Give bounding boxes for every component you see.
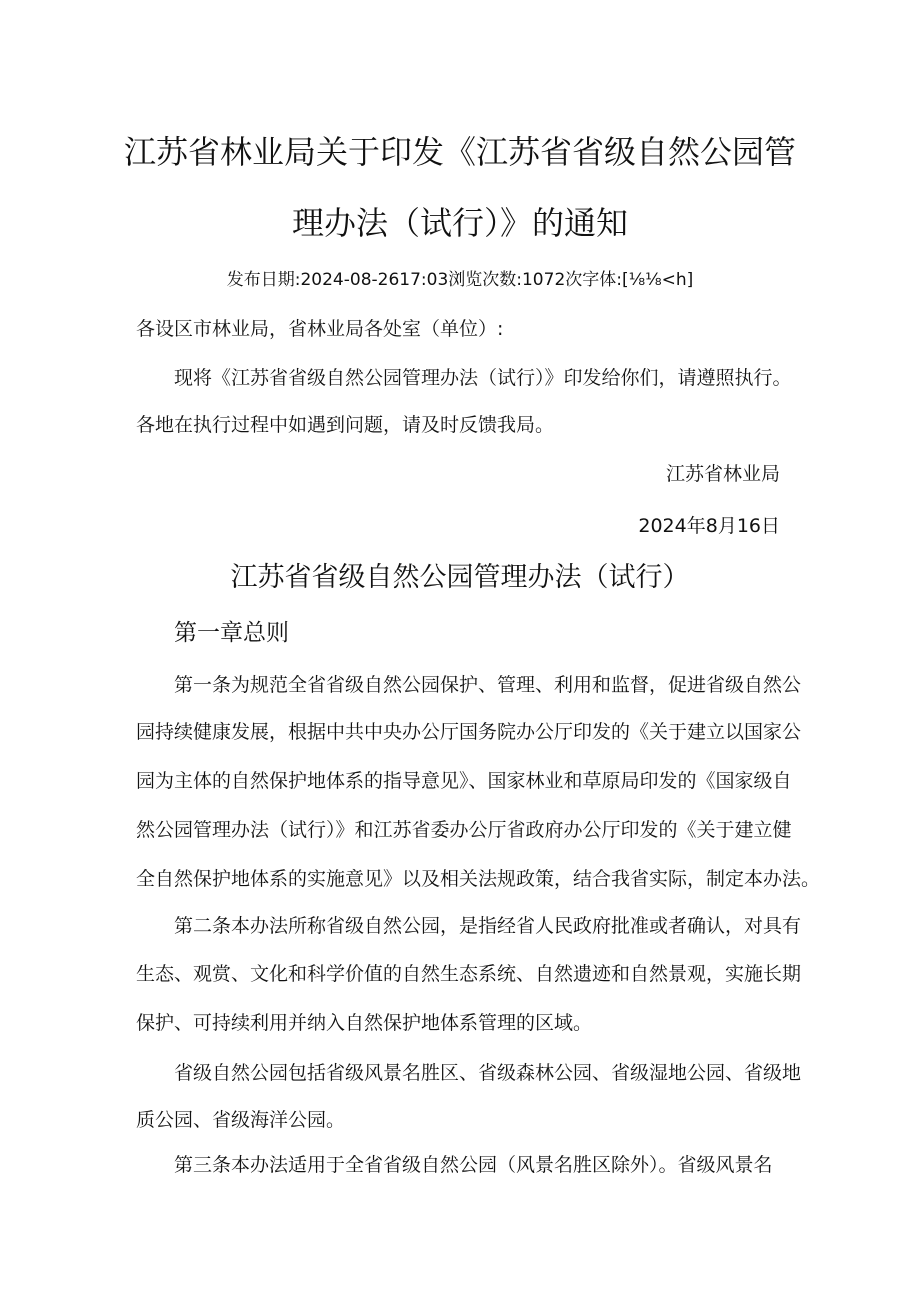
document-title-line-2: 理办法（试行）》的通知 bbox=[291, 204, 628, 242]
article-2-line: 生态、观赏、文化和科学价值的自然生态系统、自然遗迹和自然景观，实施长期 bbox=[136, 963, 802, 985]
article-1-line: 园为主体的自然保护地体系的指导意见》、国家林业和草原局印发的《国家级自 bbox=[136, 770, 792, 792]
article-1-line: 全自然保护地体系的实施意见》以及相关法规政策，结合我省实际，制定本办法。 bbox=[136, 868, 821, 890]
signature-organization: 江苏省林业局 bbox=[665, 463, 780, 485]
salutation: 各设区市林业局，省林业局各处室（单位）: bbox=[136, 318, 504, 340]
article-3-line: 第三条本办法适用于全省省级自然公园（风景名胜区除外）。省级风景名 bbox=[174, 1154, 773, 1176]
regulation-title: 江苏省省级自然公园管理办法（试行） bbox=[230, 562, 690, 593]
article-2-line: 保护、可持续利用并纳入自然保护地体系管理的区域。 bbox=[136, 1012, 593, 1034]
publish-meta: 发布日期:2024-08-2617:03浏览次数:1072次字体:[⅛⅛<h] bbox=[226, 270, 694, 290]
article-2-paragraph-2-line: 质公园、省级海洋公园。 bbox=[136, 1109, 346, 1131]
article-1-line: 然公园管理办法（试行）》和江苏省委办公厅省政府办公厅印发的《关于建立健 bbox=[136, 819, 792, 841]
article-2-paragraph-2-line: 省级自然公园包括省级风景名胜区、省级森林公园、省级湿地公园、省级地 bbox=[174, 1062, 802, 1084]
article-1-line: 第一条为规范全省省级自然公园保护、管理、利用和监督，促进省级自然公 bbox=[174, 674, 802, 696]
document-title-line-1: 江苏省林业局关于印发《江苏省省级自然公园管 bbox=[123, 133, 796, 171]
chapter-heading: 第一章总则 bbox=[174, 620, 289, 646]
article-2-line: 第二条本办法所称省级自然公园，是指经省人民政府批准或者确认，对具有 bbox=[174, 915, 802, 937]
article-1-line: 园持续健康发展，根据中共中央办公厅国务院办公厅印发的《关于建立以国家公 bbox=[136, 721, 802, 743]
notice-paragraph-line-2: 各地在执行过程中如遇到问题，请及时反馈我局。 bbox=[136, 414, 555, 436]
notice-paragraph-line-1: 现将《江苏省省级自然公园管理办法（试行）》印发给你们，请遵照执行。 bbox=[174, 367, 792, 389]
signature-date: 2024年8月16日 bbox=[638, 515, 780, 537]
